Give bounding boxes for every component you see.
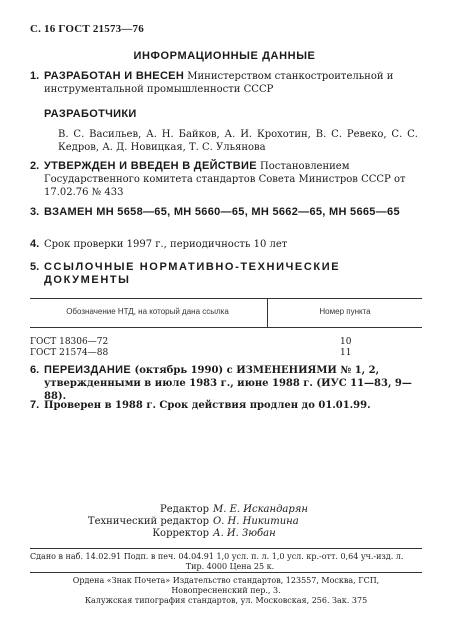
credit-label: Корректор — [152, 528, 209, 539]
item-lead: ВЗАМЕН — [44, 206, 93, 218]
credit-name: О. Н. Никитина — [213, 516, 299, 527]
developers-list: В. С. Васильев, А. Н. Байков, А. И. Крохотин, В. С. Ревеко, С. С. Кедров, А. Д. Новицкая, Т. С. Ульянова — [58, 129, 418, 153]
print-info — [30, 552, 430, 572]
item-number: 5. — [30, 261, 40, 273]
item-7 — [30, 399, 422, 412]
divider-line — [30, 572, 422, 573]
footer-line: Калужская типография стандартов, ул. Московская, 256. Зак. 375 — [84, 596, 368, 605]
print-info-line: Тир. 4000 Цена 25 к. — [185, 562, 275, 571]
table-cell: 11 — [340, 348, 352, 358]
credit-label: Редактор — [160, 504, 209, 515]
item-number: 2. — [30, 160, 40, 172]
item-1 — [30, 70, 422, 96]
item-4 — [30, 238, 422, 251]
developers-heading: РАЗРАБОТЧИКИ — [44, 108, 137, 120]
item-number: 1. — [30, 70, 40, 82]
table-cell: ГОСТ 21574—88 — [30, 348, 109, 358]
credit-line — [0, 528, 449, 540]
divider-line — [30, 548, 422, 549]
item-text: Постановлением Государственного комитета стандартов Совета Министров СССР от 17.02.76 № 433 — [44, 161, 406, 198]
credit-line — [0, 504, 449, 516]
item-text: МН 5658—65, МН 5660—65, МН 5662—65, МН 5665—65 — [92, 206, 400, 218]
table-row — [30, 337, 422, 348]
publisher-footer — [30, 576, 422, 606]
table-header — [30, 298, 422, 328]
item-number: 3. — [30, 206, 40, 218]
column-divider — [267, 299, 268, 327]
editorial-credits — [0, 504, 449, 540]
item-6 — [30, 364, 422, 403]
item-2 — [30, 160, 422, 199]
credit-name: М. Е. Искандарян — [213, 504, 309, 515]
table-cell: 10 — [340, 337, 352, 347]
footer-line: Новопресненский пер., 3. — [171, 586, 281, 595]
print-info-line: Сдано в наб. 14.02.91 Подп. в печ. 04.04.91 1,0 усл. п. л. 1,0 усл. кр.-отт. 0,64 уч.-изд. л. — [30, 552, 404, 561]
credit-name: А. И. Зюбан — [213, 528, 276, 539]
footer-line: Ордена «Знак Почета» Издательство стандартов, 123557, Москва, ГСП, — [72, 576, 380, 585]
item-5 — [30, 261, 422, 287]
reference-table — [30, 298, 422, 359]
column-header: Номер пункта — [319, 307, 371, 316]
item-number: 6. — [30, 364, 40, 376]
column-header: Обозначение НТД, на который дана ссылка — [66, 307, 229, 316]
page-header: С. 16 ГОСТ 21573—76 — [30, 23, 144, 35]
item-number: 7. — [30, 399, 40, 411]
item-text: Срок проверки 1997 г., периодичность 10 лет — [44, 239, 288, 250]
item-lead: РАЗРАБОТАН И ВНЕСЕН — [44, 70, 185, 82]
item-number: 4. — [30, 238, 40, 250]
table-row — [30, 348, 422, 359]
table-cell: ГОСТ 18306—72 — [30, 337, 109, 347]
credit-label: Технический редактор — [87, 516, 209, 527]
item-lead: ССЫЛОЧНЫЕ НОРМАТИВНО-ТЕХНИЧЕСКИЕ ДОКУМЕНТЫ — [44, 261, 341, 286]
item-text: Проверен в 1988 г. Срок действия продлен до 01.01.99. — [44, 400, 371, 411]
item-text: Министерством станкостроительной и инструментальной промышленности СССР — [44, 71, 394, 95]
credit-line — [0, 516, 449, 528]
section-title: ИНФОРМАЦИОННЫЕ ДАННЫЕ — [133, 50, 316, 62]
item-lead: ПЕРЕИЗДАНИЕ — [44, 364, 131, 376]
item-3 — [30, 206, 422, 219]
item-lead: УТВЕРЖДЕН И ВВЕДЕН В ДЕЙСТВИЕ — [44, 160, 257, 172]
item-text: (октябрь 1990) с ИЗМЕНЕНИЯМИ № 1, 2, утвержденными в июле 1983 г., июне 1988 г. (ИУС 11—83, 9—88). — [44, 365, 412, 402]
